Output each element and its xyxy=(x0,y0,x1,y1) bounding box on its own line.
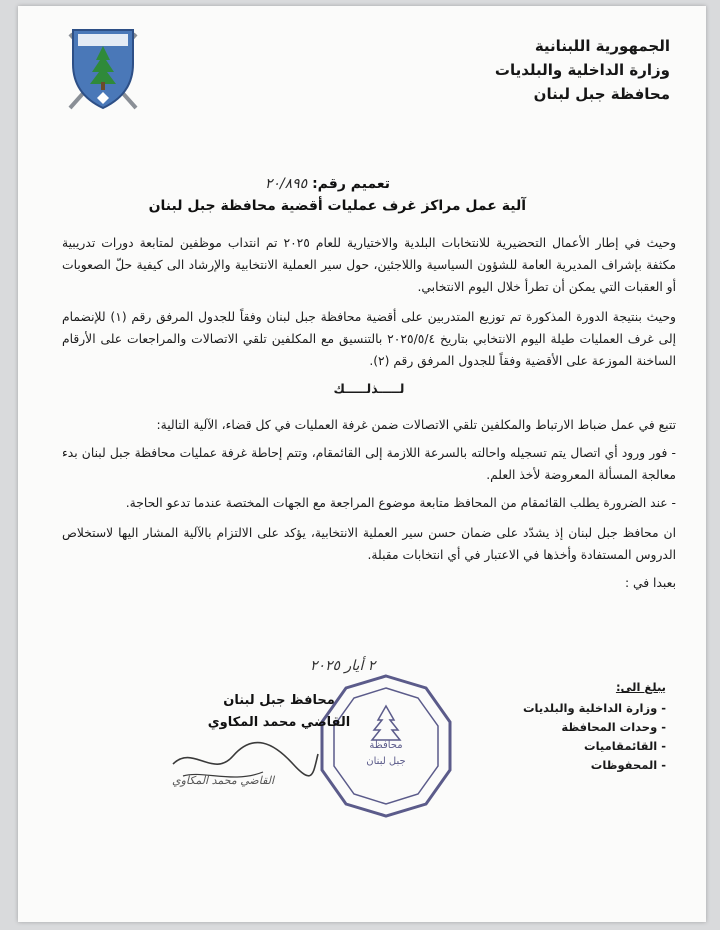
circular-number-value: ٢٠/٨٩٥ xyxy=(264,176,308,192)
document-page xyxy=(18,6,706,922)
distribution-item: - وحدات المحافظة xyxy=(561,720,666,734)
ministry-emblem-icon xyxy=(58,16,148,116)
letterhead-ministry: وزارة الداخلية والبلديات xyxy=(494,61,670,79)
distribution-item: - المحفوظات xyxy=(590,758,666,772)
place-date-label: بعبدا في : xyxy=(624,576,676,590)
stamp-line-1: محافظة xyxy=(369,740,403,751)
letterhead-governorate: محافظة جبل لبنان xyxy=(533,85,670,103)
handwritten-date: ٢ أيار ٢٠٢٥ xyxy=(310,658,376,674)
paragraph-3: تتبع في عمل ضباط الارتباط والمكلفين تلقي الاتصالات ضمن غرفة العمليات في كل قضاء، الآلية التالية: xyxy=(156,418,676,432)
paragraph-1: وحيث في إطار الأعمال التحضيرية للانتخابات البلدية والاختيارية للعام ٢٠٢٥ تم انتداب موظفين لمتابعة دورات تدريبية مكثفة بإشراف المديرية العامة للشؤون السياسية واللاجئين، حول سير العملية الانتخابية والإرشاد الى كيفية حلّ الصعوبات أو العقبات التي يمكن أن تطرأ خلال اليوم الانتخابي. xyxy=(62,236,677,294)
bullet-1: - فور ورود أي اتصال يتم تسجيله واحالته بالسرعة اللازمة إلى القائمقام، وتتم إحاطة غرفة عمليات محافظة جبل لبنان بدء معالجة المسألة المعروضة لأخذ العلم. xyxy=(62,446,676,482)
paragraph-2: وحيث بنتيجة الدورة المذكورة تم توزيع المتدربين على أقضية محافظة جبل لبنان وفقاً للجدول المرفق رقم (١) للإنضمام إلى غرف العمليات طيلة اليوم الانتخابي بتاريخ ٢٠٢٥/٥/٤ بالتنسيق مع المكلفين تلقي الاتصالات والمراجعات على الأرقام الساخنة الموزعة على الأقضية وفقاً للجدول المرفق رقم (٢). xyxy=(62,310,676,368)
circular-label: تعميم رقم: xyxy=(312,176,390,192)
signature-name-stamp: القاضي محمد المكاوي xyxy=(172,774,275,787)
document-body xyxy=(62,232,676,600)
letterhead xyxy=(370,34,670,106)
signer-block xyxy=(194,690,364,734)
signer-title: محافظ جبل لبنان xyxy=(223,693,335,708)
distribution-item: - وزارة الداخلية والبلديات xyxy=(522,701,666,715)
paragraph-4: ان محافظ جبل لبنان إذ يشدّد على ضمان حسن سير العملية الانتخابية، يؤكد على الالتزام بالآلية المشار اليها لاستخلاص الدروس المستفادة وأخذها في الاعتبار في أي انتخابات مقبلة. xyxy=(62,526,676,562)
signer-name: القاضي محمد المكاوي xyxy=(207,715,351,730)
letterhead-republic: الجمهورية اللبنانية xyxy=(534,37,670,55)
distribution-title: يبلغ الى: xyxy=(615,680,666,694)
circular-number xyxy=(265,176,390,192)
therefore-heading: لـــــذلـــــك xyxy=(333,381,405,396)
subject-line: آلية عمل مراكز غرف عمليات أقضية محافظة جبل لبنان xyxy=(148,198,526,214)
distribution-item: - القائمقاميات xyxy=(584,739,666,753)
distribution-list xyxy=(476,678,666,775)
stamp-line-2: جبل لبنان xyxy=(366,756,406,767)
bullet-2: - عند الضرورة يطلب القائمقام من المحافظ متابعة موضوع المراجعة مع الجهات المختصة عندما تدعو الحاجة. xyxy=(125,496,676,510)
